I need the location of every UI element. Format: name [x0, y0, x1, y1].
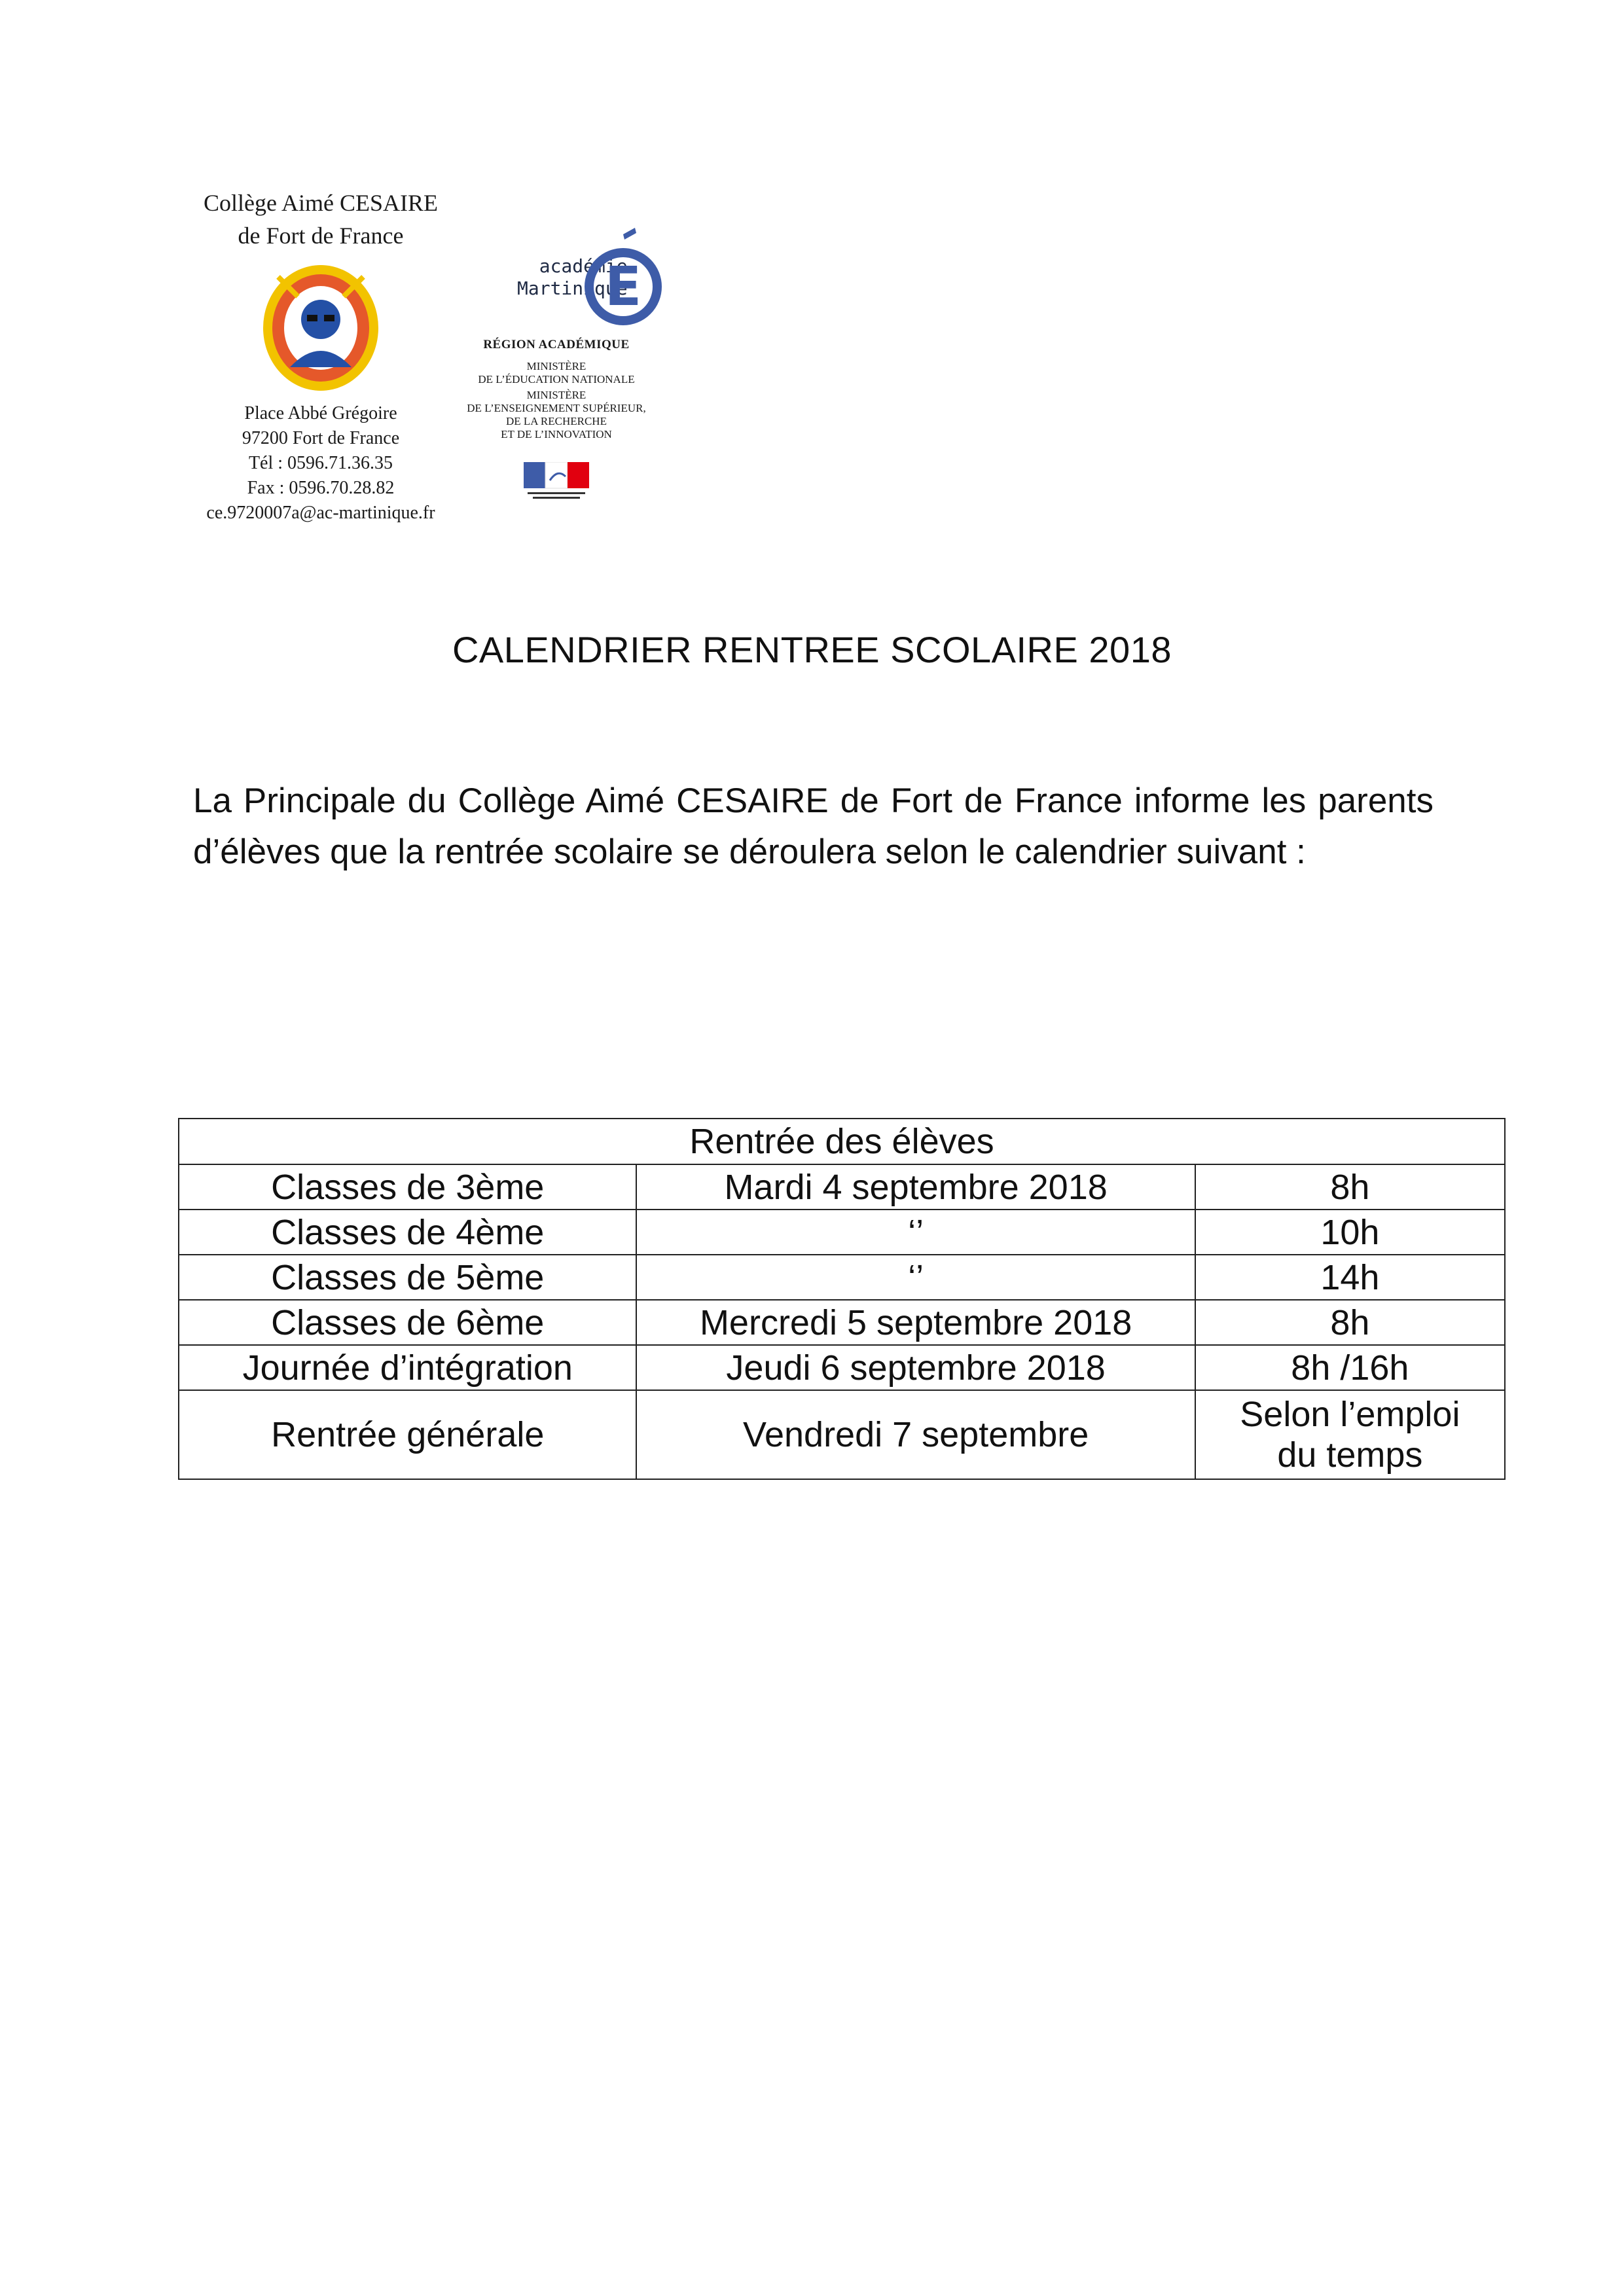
college-address: Place Abbé Grégoire: [244, 403, 397, 423]
group-cell: Rentrée générale: [179, 1390, 636, 1479]
time-cell: 8h: [1195, 1164, 1505, 1210]
academy-info: [432, 216, 681, 501]
intro-paragraph: La Principale du Collège Aimé CESAIRE de Fort de France informe les parents d’élèves que la rentrée scolaire se déroulera selon le calendrier suivant :: [193, 781, 1434, 871]
college-name-line1: Collège Aimé CESAIRE: [204, 190, 438, 216]
time-cell-line1: Selon l’emploi: [1240, 1395, 1460, 1434]
ministry-education: [432, 360, 681, 386]
college-emblem-logo: [259, 257, 383, 395]
academy-word2: Martinique: [517, 278, 628, 299]
time-cell-line2: du temps: [1277, 1435, 1423, 1475]
schedule-table: [178, 1118, 1506, 1480]
table-row: [179, 1210, 1505, 1255]
date-cell: Mardi 4 septembre 2018: [636, 1164, 1195, 1210]
college-name-line2: de Fort de France: [238, 223, 404, 249]
group-cell: Classes de 3ème: [179, 1164, 636, 1210]
college-info: [177, 187, 465, 526]
time-cell: 8h /16h: [1195, 1345, 1505, 1390]
time-cell: 8h: [1195, 1300, 1505, 1345]
french-republic-logo: [524, 462, 589, 501]
academy-region: RÉGION ACADÉMIQUE: [483, 338, 630, 351]
svg-text:E: E: [604, 256, 642, 318]
date-cell: Mercredi 5 septembre 2018: [636, 1300, 1195, 1345]
academy-logo: [432, 216, 681, 334]
date-cell: ‘’: [636, 1255, 1195, 1300]
academy-e-icon: [584, 228, 662, 326]
ministry-higher-line1: MINISTÈRE: [526, 389, 586, 401]
ministry-higher-line3: DE LA RECHERCHE: [506, 415, 607, 427]
academy-word1: académie: [539, 255, 628, 277]
ministry-higher-line4: ET DE L’INNOVATION: [501, 428, 612, 440]
date-cell: ‘’: [636, 1210, 1195, 1255]
date-cell: Jeudi 6 septembre 2018: [636, 1345, 1195, 1390]
table-header: Rentrée des élèves: [179, 1119, 1505, 1164]
college-fax: Fax : 0596.70.28.82: [247, 478, 395, 498]
ministry-higher-education: [432, 389, 681, 441]
time-cell: 10h: [1195, 1210, 1505, 1255]
college-tel: Tél : 0596.71.36.35: [248, 453, 393, 473]
table-row: [179, 1164, 1505, 1210]
table-row: [179, 1390, 1505, 1479]
time-cell: [1195, 1390, 1505, 1479]
ministry-education-line2: DE L’ÉDUCATION NATIONALE: [478, 373, 635, 386]
time-cell: 14h: [1195, 1255, 1505, 1300]
college-email: ce.9720007a@ac-martinique.fr: [206, 503, 435, 523]
group-cell: Journée d’intégration: [179, 1345, 636, 1390]
ministry-higher-line2: DE L’ENSEIGNEMENT SUPÉRIEUR,: [467, 402, 646, 414]
table-row: [179, 1255, 1505, 1300]
group-cell: Classes de 4ème: [179, 1210, 636, 1255]
college-city: 97200 Fort de France: [242, 428, 400, 448]
ministry-education-line1: MINISTÈRE: [526, 360, 586, 372]
group-cell: Classes de 5ème: [179, 1255, 636, 1300]
table-header-row: [179, 1119, 1505, 1164]
table-row: [179, 1300, 1505, 1345]
date-cell: Vendredi 7 septembre: [636, 1390, 1195, 1479]
group-cell: Classes de 6ème: [179, 1300, 636, 1345]
document-title: CALENDRIER RENTREE SCOLAIRE 2018: [452, 629, 1172, 670]
table-row: [179, 1345, 1505, 1390]
